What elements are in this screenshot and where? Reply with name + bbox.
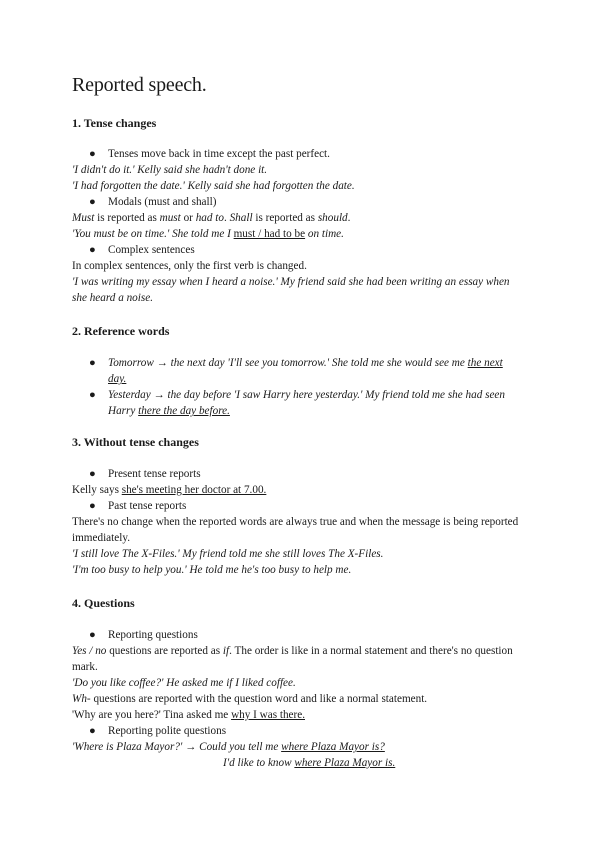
text: Kelly says [72,484,122,496]
word-must: Must [72,212,95,224]
example-line: 'Do you like coffee?' He asked me if I liked coffee. [72,677,296,689]
bullet-text: Tenses move back in time except the past perfect. [108,148,330,160]
bullet-text: Past tense reports [108,500,187,512]
section-1-heading: 1. Tense changes [72,116,157,130]
text: is reported as [94,212,160,224]
bullet: ● [89,389,96,401]
word-should: should [317,212,348,224]
word-yes-no: Yes / no [72,645,107,657]
page-title: Reported speech. [72,74,207,96]
text: on time. [305,228,344,240]
text: 'You must be on time.' She told me I [72,228,234,240]
example-line [72,707,305,723]
text: 'Where is Plaza Mayor?' → Could you tell me [72,741,282,753]
bullet: ● [89,468,96,480]
bullet-text: Complex sentences [108,244,195,256]
text: questions are reported with the question word and like a normal statement. [90,693,428,705]
text: Yesterday → the day before 'I saw Harry here yesterday.' My friend told me she had seen Harry [108,389,505,417]
word-wh: Wh- [72,693,91,705]
example-line [72,226,344,242]
bullet: ● [89,725,96,737]
text: is reported as [252,212,318,224]
word-shall: Shall [229,212,253,224]
bullet-text: Modals (must and shall) [108,196,217,208]
underlined-text: she's meeting her doctor at 7.00. [121,484,267,496]
bullet: ● [89,357,96,369]
wh-rule [72,691,427,707]
rule-paragraph: There's no change when the reported words are always true and when the message is being reported immediately. [72,516,519,544]
example-line [72,739,385,755]
text: 'Why are you here?' Tina asked me [72,709,232,721]
underlined-text: the next day. [108,357,503,385]
bullet-text: Reporting polite questions [108,725,227,737]
underlined-text: there the day before. [138,405,230,417]
underlined-text: where Plaza Mayor is? [281,741,385,753]
word-must: must [159,212,181,224]
rule-line: In complex sentences, only the first verb is changed. [72,260,307,272]
word-if: if [222,645,230,657]
kelly-line [72,482,266,498]
word-had-to: had to [195,212,224,224]
text: or [180,212,196,224]
example-line: 'I still love The X-Files.' My friend told me she still loves The X-Files. [72,548,384,560]
section-2-heading: 2. Reference words [72,324,170,338]
example-line: 'I'm too busy to help you.' He told me he's too busy to help me. [72,564,352,576]
bullet: ● [89,244,96,256]
underlined-text: must / had to be [233,228,306,240]
section-3-heading: 3. Without tense changes [72,435,199,449]
section-4-heading: 4. Questions [72,596,135,610]
bullet: ● [89,196,96,208]
example-line: 'I had forgotten the date.' Kelly said she had forgotten the date. [72,180,355,192]
modals-rule [72,210,350,226]
example-line [223,755,395,771]
yes-no-rule [72,643,524,675]
text: . [347,212,351,224]
bullet-text [108,387,520,419]
example-paragraph: 'I was writing my essay when I heard a noise.' My friend said she had been writing an essay when she heard a noise. [72,276,510,304]
text: Tomorrow → the next day 'I'll see you tomorrow.' She told me she would see me [108,357,468,369]
bullet-text: Present tense reports [108,468,201,480]
text: I'd like to know [223,757,295,769]
bullet-text: Reporting questions [108,629,198,641]
text: . [223,212,230,224]
example-line: 'I didn't do it.' Kelly said she hadn't done it. [72,164,268,176]
text: . The order is like in a normal statement and there's no question mark. [72,645,513,673]
underlined-text: why I was there. [231,709,305,721]
text: questions are reported as [106,645,223,657]
bullet: ● [89,148,96,160]
bullet: ● [89,500,96,512]
bullet-text [108,355,520,387]
bullet: ● [89,629,96,641]
underlined-text: where Plaza Mayor is. [294,757,396,769]
